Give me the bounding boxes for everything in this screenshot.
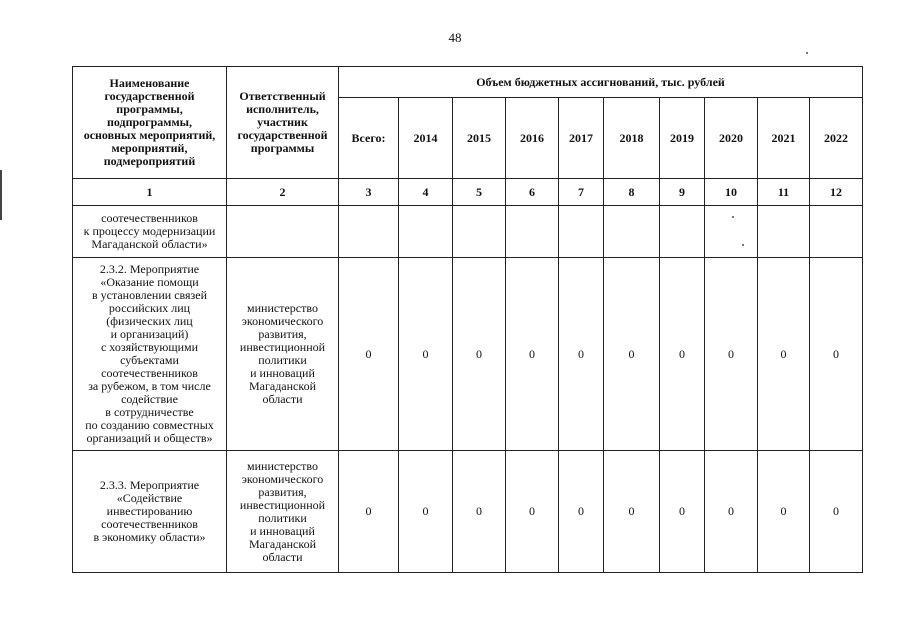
value-cell: 0 — [810, 258, 863, 451]
value-cell: 0 — [705, 451, 758, 573]
column-number: 11 — [758, 179, 810, 206]
column-number: 5 — [453, 179, 506, 206]
activity-name-cell: соотечественников к процессу модернизации Магаданской области» — [73, 206, 227, 258]
header-year: 2019 — [660, 98, 705, 179]
value-cell — [660, 206, 705, 258]
value-cell — [506, 206, 559, 258]
column-number: 4 — [399, 179, 453, 206]
value-cell: 0 — [506, 258, 559, 451]
value-cell: 0 — [705, 258, 758, 451]
responsible-cell — [227, 206, 339, 258]
value-cell: 0 — [559, 258, 604, 451]
value-cell: 0 — [758, 451, 810, 573]
value-cell: 0 — [604, 258, 660, 451]
column-number: 1 — [73, 179, 227, 206]
value-cell — [559, 206, 604, 258]
value-cell — [339, 206, 399, 258]
header-responsible: Ответственный исполнитель, участник государственной программы — [227, 67, 339, 179]
column-number: 6 — [506, 179, 559, 206]
value-cell — [810, 206, 863, 258]
budget-allocation-table — [72, 66, 863, 573]
scan-margin-line — [0, 170, 2, 220]
page-number: 48 — [448, 30, 462, 45]
responsible-cell: министерство экономического развития, инвестиционной политики и инноваций Магаданской области — [227, 258, 339, 451]
column-number: 9 — [660, 179, 705, 206]
header-total: Всего: — [339, 98, 399, 179]
header-year: 2015 — [453, 98, 506, 179]
responsible-cell: министерство экономического развития, инвестиционной политики и инноваций Магаданской области — [227, 451, 339, 573]
column-number: 3 — [339, 179, 399, 206]
value-cell — [705, 206, 758, 258]
value-cell: 0 — [810, 451, 863, 573]
column-number: 10 — [705, 179, 758, 206]
header-year: 2017 — [559, 98, 604, 179]
value-cell: 0 — [339, 451, 399, 573]
value-cell: 0 — [339, 258, 399, 451]
table-row — [73, 258, 863, 451]
value-cell: 0 — [559, 451, 604, 573]
column-number: 12 — [810, 179, 863, 206]
value-cell: 0 — [399, 451, 453, 573]
value-cell: 0 — [604, 451, 660, 573]
scan-dot — [806, 52, 808, 54]
value-cell: 0 — [660, 258, 705, 451]
column-number: 8 — [604, 179, 660, 206]
activity-name-cell: 2.3.2. Мероприятие «Оказание помощи в установлении связей российских лиц (физических лиц и организаций) с хозяйствующими субъектами соотечественников за рубежом, в том числе содействие в сотрудничестве по созданию совместных организаций и обществ» — [73, 258, 227, 451]
column-number: 7 — [559, 179, 604, 206]
value-cell — [604, 206, 660, 258]
table-row — [73, 206, 863, 258]
value-cell: 0 — [660, 451, 705, 573]
header-year: 2020 — [705, 98, 758, 179]
value-cell — [758, 206, 810, 258]
header-year: 2018 — [604, 98, 660, 179]
value-cell: 0 — [506, 451, 559, 573]
activity-name-cell: 2.3.3. Мероприятие «Содействие инвестированию соотечественников в экономику области» — [73, 451, 227, 573]
value-cell — [453, 206, 506, 258]
header-program-name: Наименование государственной программы, подпрограммы, основных мероприятий, мероприятий, подмероприятий — [73, 67, 227, 179]
value-cell: 0 — [453, 451, 506, 573]
header-year: 2014 — [399, 98, 453, 179]
header-budget-group: Объем бюджетных ассигнований, тыс. рублей — [339, 67, 863, 98]
value-cell: 0 — [399, 258, 453, 451]
value-cell: 0 — [758, 258, 810, 451]
table-row — [73, 451, 863, 573]
header-year: 2016 — [506, 98, 559, 179]
header-year: 2022 — [810, 98, 863, 179]
value-cell: 0 — [453, 258, 506, 451]
column-number: 2 — [227, 179, 339, 206]
header-year: 2021 — [758, 98, 810, 179]
value-cell — [399, 206, 453, 258]
